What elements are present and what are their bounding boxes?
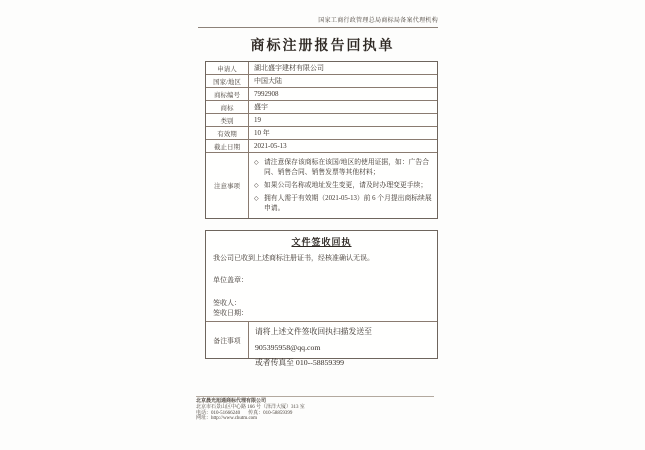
row-value: 19 <box>254 116 261 124</box>
row-label: 国家/地区 <box>206 75 249 87</box>
row-value: 2021-05-13 <box>254 142 287 150</box>
row-label: 有效期 <box>206 127 249 139</box>
agency-tagline: 国家工商行政管理总局商标局备案代理机构 <box>198 15 438 28</box>
table-row <box>206 126 437 139</box>
row-value: 7992908 <box>254 90 279 98</box>
remarks-value <box>249 322 437 367</box>
table-row <box>206 62 437 74</box>
note-item <box>254 158 433 178</box>
note-item <box>254 181 433 191</box>
note-item <box>254 194 433 214</box>
table-row <box>206 100 437 113</box>
row-label: 截止日期 <box>206 140 249 152</box>
row-value: 湖北盛宇建材有限公司 <box>254 64 324 72</box>
diamond-bullet-icon: ◇ <box>254 183 259 189</box>
note-text: 拥有人需于有效期（2021-05-13）前 6 个月提出商标续展申请。 <box>264 195 432 212</box>
sign-date-label: 签收日期： <box>213 309 248 317</box>
diamond-bullet-icon: ◇ <box>254 196 259 202</box>
row-label: 商标编号 <box>206 88 249 100</box>
agency-footer <box>196 396 434 422</box>
signer-label: 签收人： <box>213 299 241 307</box>
receipt-box <box>205 230 438 367</box>
company-name: 北京晨光旭通商标代理有限公司 <box>196 399 267 404</box>
website: 网址：http://www.chutm.com <box>196 416 258 422</box>
trademark-info-table <box>205 61 438 219</box>
note-text: 如果公司名称或地址发生变更，请及时办理变更手续； <box>264 182 428 189</box>
phone-number: 电话：010-51666240 <box>196 410 241 416</box>
fax-number: 传真：010-58859399 <box>248 410 293 416</box>
row-label: 商标 <box>206 101 249 113</box>
table-row <box>206 139 437 152</box>
row-value: 10 年 <box>254 129 270 137</box>
remarks-line-1: 请将上述文件签收回执扫描发送至 905395958@qq.com <box>255 327 372 352</box>
remarks-line-2: 或者传真至 010--58859399 <box>255 358 345 367</box>
row-value: 盛宇 <box>254 103 268 111</box>
diamond-bullet-icon: ◇ <box>254 160 259 166</box>
row-label: 类别 <box>206 114 249 126</box>
company-address: 北京市石景山区中心路 166 号（泽洋大厦）313 室 <box>196 404 305 410</box>
note-text: 请注意保存该商标在该国/地区的使用证据，如：广告合同、销售合同、销售发票等其他材料； <box>264 159 430 176</box>
table-row <box>206 87 437 100</box>
row-value: 中国大陆 <box>254 77 282 85</box>
remarks-row <box>206 321 437 367</box>
table-row <box>206 74 437 87</box>
receipt-title: 文件签收回执 <box>291 237 352 247</box>
row-label: 申请人 <box>206 62 249 74</box>
confirmation-text: 我公司已收到上述商标注册证书，经核准确认无误。 <box>213 254 374 262</box>
table-row <box>206 113 437 126</box>
document-title: 商标注册报告回执单 <box>250 39 395 54</box>
notes-label: 注意事项 <box>206 153 249 218</box>
remarks-label: 备注事项 <box>206 322 249 358</box>
stamp-label: 单位盖章： <box>213 276 248 284</box>
notes-list <box>249 153 437 218</box>
notes-row <box>206 152 437 218</box>
